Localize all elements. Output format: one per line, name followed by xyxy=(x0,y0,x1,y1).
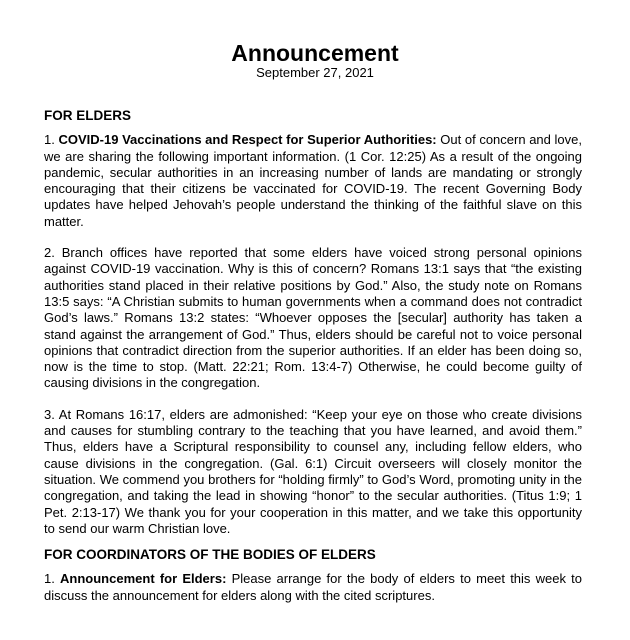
paragraph-1 xyxy=(44,132,582,230)
coordinators-paragraph-1 xyxy=(44,571,582,604)
paragraph-1-text: Out of concern and love, we are sharing the following important information. (1 Cor. 12:25) As a result of the ongoing pandemic, secular authorities in an increasing number of lands are mandating or strongly encouraging that their citizens be vaccinated for COVID-19. The recent Governing Body updates have helped Jehovah’s people understand the thinking of the faithful slave on this matter. xyxy=(44,132,582,229)
document-body xyxy=(44,108,582,604)
page-title: Announcement xyxy=(231,40,399,66)
paragraph-2: 2. Branch offices have reported that some elders have voiced strong personal opinions against COVID-19 vaccination. Why is this of concern? Romans 13:1 says that “the existing authorities stand placed in their relative positions by God.” Also, the study note on Romans 13:5 says: “A Christian submits to human governments when a command does not contradict God’s laws.” Romans 13:2 states: “Whoever opposes the [secular] authority has taken a stand against the arrangement of God.” Thus, elders should be careful not to voice personal opinions that contradict direction from the superior authorities. If an elder has been doing so, now is the time to stop. (Matt. 22:21; Rom. 13:4-7) Otherwise, he could become guilty of causing divisions in the congregation. xyxy=(44,245,582,391)
document-date: September 27, 2021 xyxy=(256,65,374,80)
paragraph-3: 3. At Romans 16:17, elders are admonished: “Keep your eye on those who create divisions and causes for stumbling contrary to the teaching that you have learned, and avoid them.” Thus, elders have a Scriptural responsibility to counsel any, including fellow elders, who cause divisions in the congregation. (Gal. 6:1) Circuit overseers will closely monitor the situation. We commend you brothers for “holding firmly” to God’s Word, promoting unity in the congregation, and taking the lead in showing “honor” to the secular authorities. (Titus 1:9; 1 Pet. 2:13-17) We thank you for your cooperation in this matter, and we take this opportunity to send our warm Christian love. xyxy=(44,406,582,536)
paragraph-1-title: COVID-19 Vaccinations and Respect for Superior Authorities: xyxy=(58,132,437,148)
paragraph-1-number: 1. xyxy=(44,132,59,148)
coordinators-paragraph-1-text: Please arrange for the body of elders to meet this week to discuss the announcement for elders along with the cited scriptures. xyxy=(44,571,582,603)
coordinators-paragraph-1-number: 1. xyxy=(44,571,61,587)
section-heading-coordinators: FOR COORDINATORS OF THE BODIES OF ELDERS xyxy=(44,547,376,563)
section-heading-elders: FOR ELDERS xyxy=(44,108,132,123)
coordinators-paragraph-1-title: Announcement for Elders: xyxy=(60,571,227,587)
